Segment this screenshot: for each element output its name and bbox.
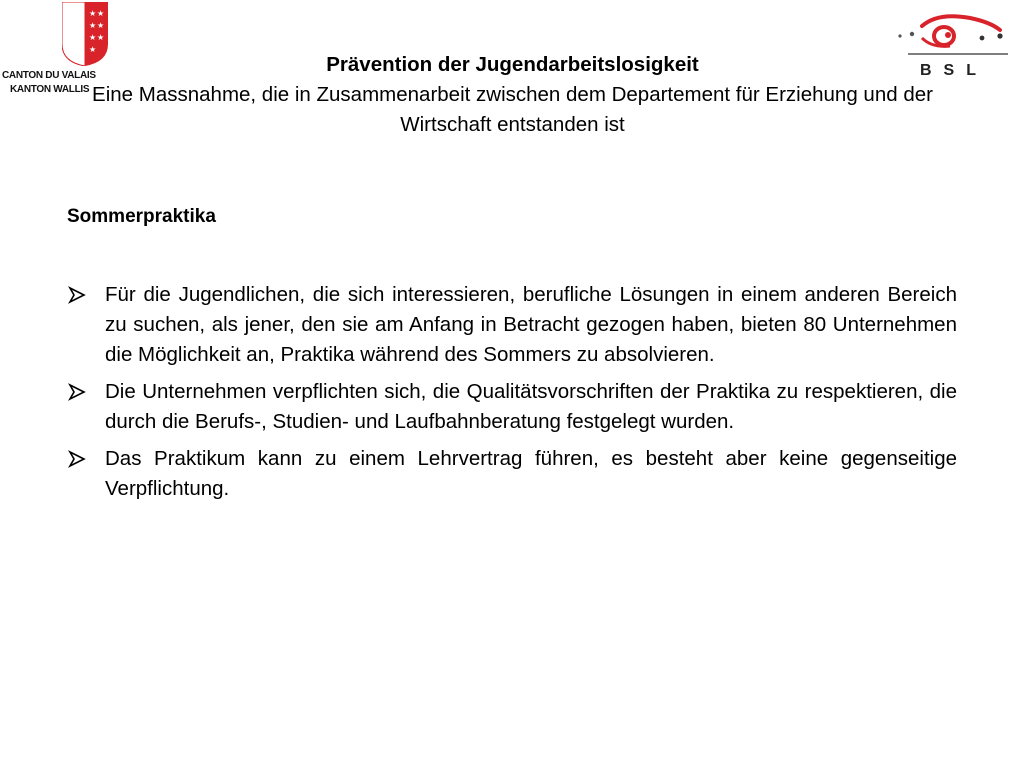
bullet-item: [67, 377, 957, 437]
bsl-logo-text: BSL: [920, 62, 988, 79]
arrow-bullet-icon: [67, 381, 89, 403]
bullet-text: Die Unternehmen verpflichten sich, die Qualitätsvorschriften der Praktika zu respektieren, die durch die Berufs-, Studien- und Laufbahnberatung festgelegt wurden.: [105, 380, 957, 433]
bullet-item: [67, 444, 957, 504]
bullet-list: [67, 280, 957, 511]
svg-text:★: ★: [97, 9, 105, 18]
bullet-text: Das Praktikum kann zu einem Lehrvertrag führen, es besteht aber keine gegenseitige Verpflichtung.: [105, 447, 957, 500]
svg-text:★: ★: [89, 9, 97, 18]
arrow-bullet-icon: [67, 448, 89, 470]
svg-text:★: ★: [97, 21, 105, 30]
bullet-item: [67, 280, 957, 370]
svg-text:★: ★: [89, 21, 97, 30]
svg-text:★: ★: [89, 33, 97, 42]
section-heading: Sommerpraktika: [67, 206, 216, 227]
title-main: Prävention der Jugendarbeitslosigkeit: [326, 53, 699, 76]
bullet-text: Für die Jugendlichen, die sich interessieren, berufliche Lösungen in einem anderen Bereich zu suchen, als jener, den sie am Anfang in Betracht gezogen haben, bieten 80 Unternehmen die Möglichkeit an, Praktika während des Sommers zu absolvieren.: [105, 283, 957, 366]
arrow-bullet-icon: [67, 284, 89, 306]
logo-left-line2: KANTON WALLIS: [10, 84, 90, 95]
logo-left-line1: CANTON DU VALAIS: [2, 70, 96, 81]
svg-text:★: ★: [97, 33, 105, 42]
title-subtitle: Eine Massnahme, die in Zusammenarbeit zwischen dem Departement für Erziehung und der Wirtschaft entstanden ist: [92, 83, 933, 136]
slide-title: [70, 50, 955, 140]
svg-text:★: ★: [89, 45, 97, 54]
